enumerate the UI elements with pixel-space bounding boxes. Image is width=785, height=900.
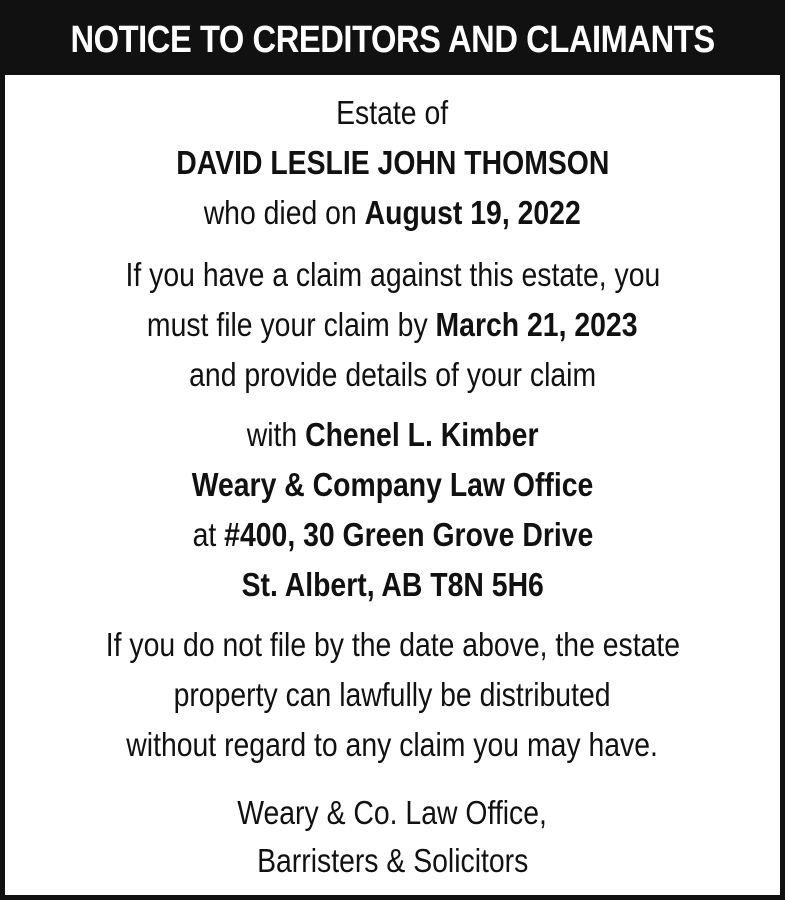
signature-text-1: Weary & Co. Law Office, xyxy=(237,794,548,831)
contact-name: Chenel L. Kimber xyxy=(304,416,539,453)
warning-line-2 xyxy=(5,675,780,715)
signature-line-1 xyxy=(5,793,780,833)
claim-text-2: must file your claim by xyxy=(147,306,436,343)
address-line-2 xyxy=(5,565,780,605)
contact-line xyxy=(5,415,780,455)
estate-of-line xyxy=(5,93,780,133)
claim-line-3 xyxy=(5,355,780,395)
address-text-2: St. Albert, AB T8N 5H6 xyxy=(241,566,544,603)
warning-text-2: property can lawfully be distributed xyxy=(174,676,611,713)
warning-text-3: without regard to any claim you may have. xyxy=(126,726,659,763)
warning-line-1 xyxy=(5,625,780,665)
claim-text-3: and provide details of your claim xyxy=(189,356,596,393)
claim-line-2 xyxy=(5,305,780,345)
at-prefix: at xyxy=(192,516,224,553)
with-prefix: with xyxy=(246,416,305,453)
address-text-1: #400, 30 Green Grove Drive xyxy=(223,516,593,553)
signature-text-2: Barristers & Solicitors xyxy=(256,842,529,879)
firm-line xyxy=(5,465,780,505)
claim-line-1 xyxy=(5,255,780,295)
died-prefix: who died on xyxy=(203,194,365,231)
death-date-line xyxy=(5,193,780,233)
decedent-name: DAVID LESLIE JOHN THOMSON xyxy=(175,144,610,181)
death-date: August 19, 2022 xyxy=(364,194,582,231)
signature-line-2 xyxy=(5,841,780,881)
notice-title: NOTICE TO CREDITORS AND CLAIMANTS xyxy=(70,18,715,61)
address-line-1 xyxy=(5,515,780,555)
warning-line-3 xyxy=(5,725,780,765)
deadline-date: March 21, 2023 xyxy=(435,306,638,343)
firm-name: Weary & Company Law Office xyxy=(191,466,594,503)
estate-of-text: Estate of xyxy=(336,94,449,131)
warning-text-1: If you do not file by the date above, the estate xyxy=(105,626,680,663)
decedent-name-line xyxy=(5,143,780,183)
notice-title-bar xyxy=(5,5,780,75)
claim-text-1: If you have a claim against this estate, you xyxy=(125,256,660,293)
